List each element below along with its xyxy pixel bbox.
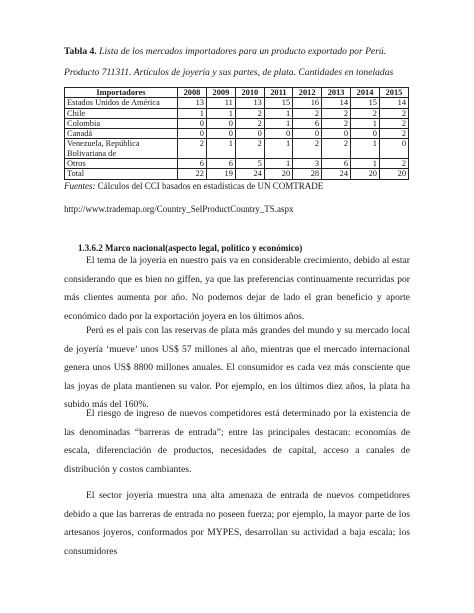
quantity-cell: 11: [206, 98, 235, 108]
quantity-cell: 0: [293, 129, 322, 139]
quantity-cell: 0: [235, 129, 264, 139]
table-header-cell: 2008: [178, 88, 207, 98]
quantity-cell: 1: [264, 118, 292, 128]
table-caption-label: Tabla 4.: [64, 46, 97, 57]
quantity-cell: 2: [235, 139, 264, 159]
quantity-cell: 24: [322, 169, 351, 179]
table-row: [65, 129, 409, 139]
section-heading: 1.3.6.2 Marco nacional(aspecto legal, político y económico): [78, 243, 303, 253]
table-header-cell: 2012: [293, 88, 322, 98]
quantity-cell: 20: [351, 169, 380, 179]
quantity-cell: 0: [178, 118, 207, 128]
table-row: [65, 118, 409, 128]
quantity-cell: 14: [379, 98, 408, 108]
quantity-cell: 5: [235, 159, 264, 169]
quantity-cell: 24: [235, 169, 264, 179]
importer-name-cell: Venezuela, República Bolivariana de: [65, 139, 178, 159]
quantity-cell: 1: [178, 108, 207, 118]
quantity-cell: 20: [264, 169, 292, 179]
paragraph: El riesgo de ingreso de nuevos competidores está determinado por la existencia de las denominadas “barreras de entrada”; entre las principales destacan: economías de escala, diferenciación de productos, necesidades de capital, acceso a canales de distribución y costos cambiantes.: [64, 408, 410, 475]
table-caption-subtitle: Producto 711311. Artículos de joyería y sus partes, de plata. Cantidades en toneladas: [64, 67, 394, 78]
quantity-cell: 14: [322, 98, 351, 108]
table-row: [65, 159, 409, 169]
quantity-cell: 20: [379, 169, 408, 179]
quantity-cell: 15: [351, 98, 380, 108]
table-row: [65, 169, 409, 179]
quantity-cell: 2: [293, 139, 322, 159]
quantity-cell: 13: [235, 98, 264, 108]
quantity-cell: 2: [379, 159, 408, 169]
importer-name-cell: Colombia: [65, 118, 178, 128]
table-header-cell: 2009: [206, 88, 235, 98]
paragraph: El tema de la joyería en nuestro país va en considerable crecimiento, debido al estar considerando que es bien no giffen, ya que las preferencias continuamente recurridas por más clientes aumenta por año. No podemos dejar de lado el gran beneficio y aporte económico dado por la exportación joyera en los últimos años.: [64, 255, 410, 322]
table-row: [65, 98, 409, 108]
table-header-cell: 2013: [322, 88, 351, 98]
quantity-cell: 0: [178, 129, 207, 139]
quantity-cell: 0: [206, 118, 235, 128]
table-header-row: [65, 88, 409, 98]
quantity-cell: 0: [264, 129, 292, 139]
quantity-cell: 13: [178, 98, 207, 108]
quantity-cell: 1: [351, 139, 380, 159]
quantity-cell: 1: [264, 108, 292, 118]
quantity-cell: 28: [293, 169, 322, 179]
table-row: [65, 108, 409, 118]
quantity-cell: 2: [235, 118, 264, 128]
importer-name-cell: Canadá: [65, 129, 178, 139]
source-url: http://www.trademap.org/Country_SelProductCountry_TS.aspx: [64, 204, 294, 214]
quantity-cell: 19: [206, 169, 235, 179]
quantity-cell: 16: [293, 98, 322, 108]
quantity-cell: 6: [206, 159, 235, 169]
quantity-cell: 2: [322, 118, 351, 128]
importer-name-cell: Total: [65, 169, 178, 179]
table-header-cell: 2014: [351, 88, 380, 98]
quantity-cell: 2: [379, 129, 408, 139]
quantity-cell: 2: [379, 108, 408, 118]
quantity-cell: 2: [379, 118, 408, 128]
quantity-cell: 2: [351, 108, 380, 118]
quantity-cell: 1: [264, 139, 292, 159]
table-header-cell: Importadores: [65, 88, 178, 98]
table-source-note: [64, 181, 323, 192]
importer-name-cell: Chile: [65, 108, 178, 118]
quantity-cell: 22: [178, 169, 207, 179]
quantity-cell: 0: [379, 139, 408, 159]
quantity-cell: 6: [293, 118, 322, 128]
table-row: [65, 139, 409, 159]
quantity-cell: 1: [351, 159, 380, 169]
quantity-cell: 1: [264, 159, 292, 169]
table-caption-line-2: [64, 66, 393, 79]
quantity-cell: 1: [206, 108, 235, 118]
table-header-cell: 2011: [264, 88, 292, 98]
importers-table: [64, 87, 409, 180]
source-text: Cálculos del CCI basados en estadísticas de UN COMTRADE: [95, 181, 324, 191]
quantity-cell: 2: [322, 139, 351, 159]
quantity-cell: 2: [293, 108, 322, 118]
paragraph: El sector joyería muestra una alta amenaza de entrada de nuevos competidores debido a que las barreras de entrada no poseen fuerza; por ejemplo, la mayor parte de los artesanos joyeros, conformados por MYPES, desarrollan su actividad a baja escala; los consumidores: [64, 490, 410, 557]
quantity-cell: 0: [322, 129, 351, 139]
quantity-cell: 2: [235, 108, 264, 118]
table-caption-line-1: [64, 45, 386, 58]
quantity-cell: 2: [322, 108, 351, 118]
table-caption-title: Lista de los mercados importadores para un producto exportado por Perú.: [96, 46, 387, 57]
table-header-cell: 2015: [379, 88, 408, 98]
paragraph: Perú es el país con las reservas de plata más grandes del mundo y su mercado local de joyería ‘mueve’ unos US$ 57 millones al año, mientras que el mercado internacional genera unos US$ 8800 millones anuales. El consumidor es cada vez más consciente que las joyas de plata mantienen su valor. Por ejemplo, en los últimos diez años, la plata ha subido más del 160%.: [64, 325, 410, 410]
quantity-cell: 1: [351, 118, 380, 128]
quantity-cell: 0: [351, 129, 380, 139]
quantity-cell: 15: [264, 98, 292, 108]
importer-name-cell: Otros: [65, 159, 178, 169]
quantity-cell: 1: [206, 139, 235, 159]
table-body: [65, 98, 409, 179]
quantity-cell: 2: [178, 139, 207, 159]
quantity-cell: 3: [293, 159, 322, 169]
quantity-cell: 0: [206, 129, 235, 139]
importer-name-cell: Estados Unidos de América: [65, 98, 178, 108]
source-label: Fuentes:: [64, 181, 96, 191]
quantity-cell: 6: [322, 159, 351, 169]
quantity-cell: 6: [178, 159, 207, 169]
table-header-cell: 2010: [235, 88, 264, 98]
